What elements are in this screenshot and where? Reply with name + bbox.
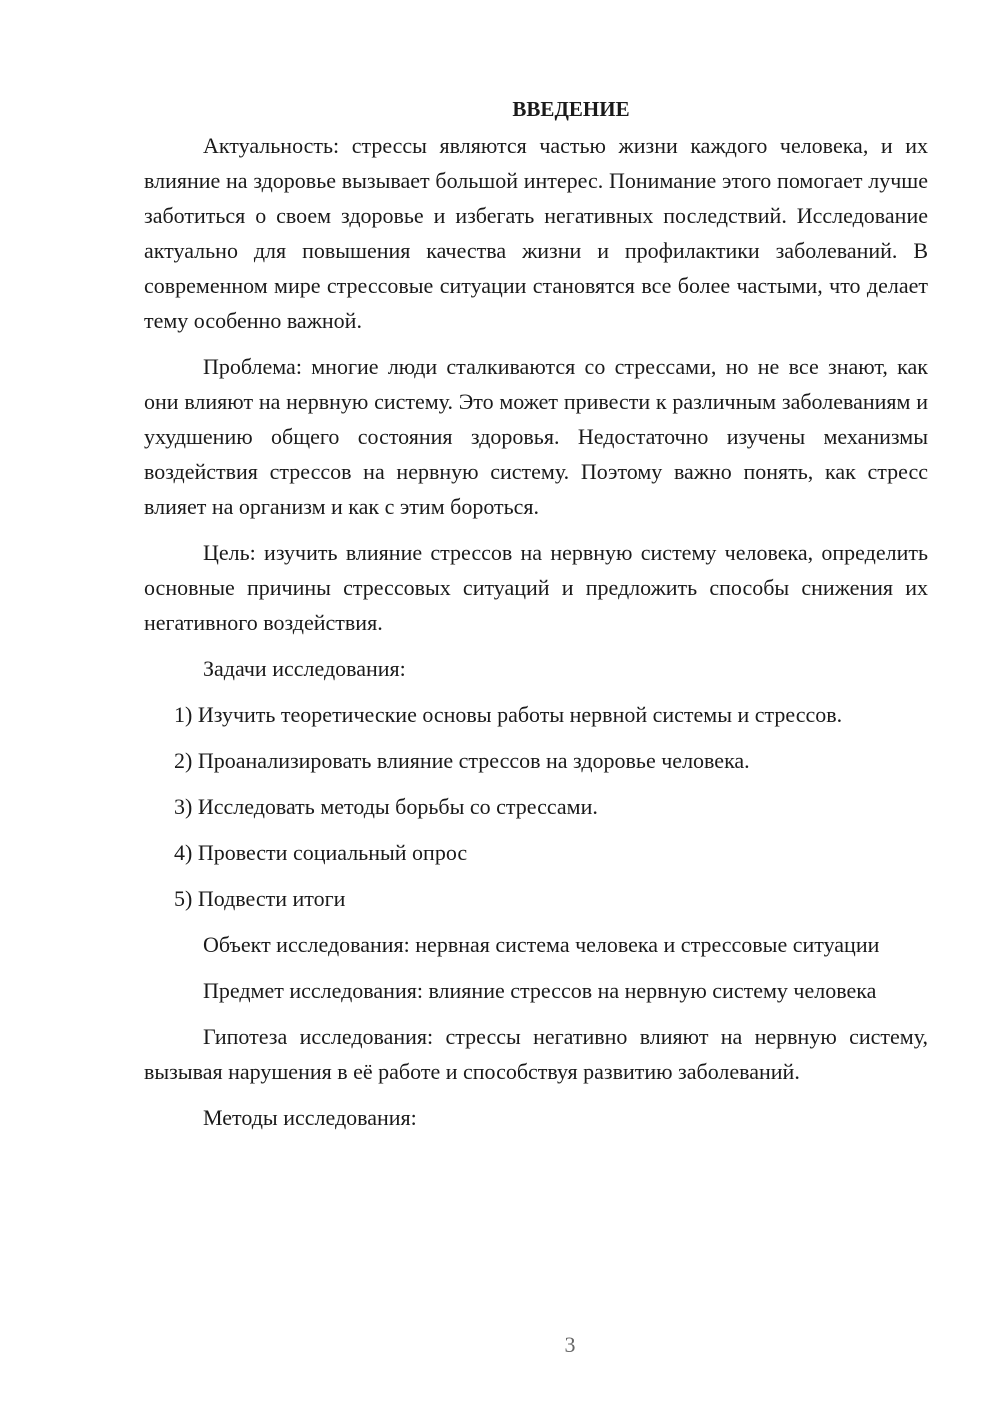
task-item: 5) Подвести итоги [174,886,346,911]
task-item: 3) Исследовать методы борьбы со стрессами. [174,794,598,819]
goal-paragraph: Цель: изучить влияние стрессов на нервную систему человека, определить основные причины стрессовых ситуаций и предложить способы снижения их негативного воздействия. [144,540,928,635]
section-title: ВВЕДЕНИЕ [512,97,630,121]
tasks-list [144,697,928,916]
task-item: 2) Проанализировать влияние стрессов на здоровье человека. [174,748,750,773]
task-item: 1) Изучить теоретические основы работы нервной системы и стрессов. [174,702,843,727]
object-paragraph: Объект исследования: нервная система человека и стрессовые ситуации [203,932,880,957]
methods-heading: Методы исследования: [203,1105,417,1130]
page-number: 3 [564,1332,576,1357]
subject-paragraph: Предмет исследования: влияние стрессов на нервную систему человека [203,978,877,1003]
tasks-heading: Задачи исследования: [203,656,406,681]
hypothesis-paragraph: Гипотеза исследования: стрессы негативно влияют на нервную систему, вызывая нарушения в её работе и способствуя развитию заболеваний. [144,1024,928,1084]
task-item: 4) Провести социальный опрос [174,840,468,865]
relevance-paragraph: Актуальность: стрессы являются частью жизни каждого человека, и их влияние на здоровье вызывает большой интерес. Понимание этого помогает лучше заботиться о своем здоровье и избегать негативных последствий. Исследование актуально для повышения качества жизни и профилактики заболеваний. В современном мире стрессовые ситуации становятся все более частыми, что делает тему особенно важной. [144,133,928,333]
problem-paragraph: Проблема: многие люди сталкиваются со стрессами, но не все знают, как они влияют на нервную систему. Это может привести к различным заболеваниям и ухудшению общего состояния здоровья. Недостаточно изучены механизмы воздействия стрессов на нервную систему. Поэтому важно понять, как стресс влияет на организм и как с этим бороться. [144,354,928,519]
document-page [144,92,928,1146]
